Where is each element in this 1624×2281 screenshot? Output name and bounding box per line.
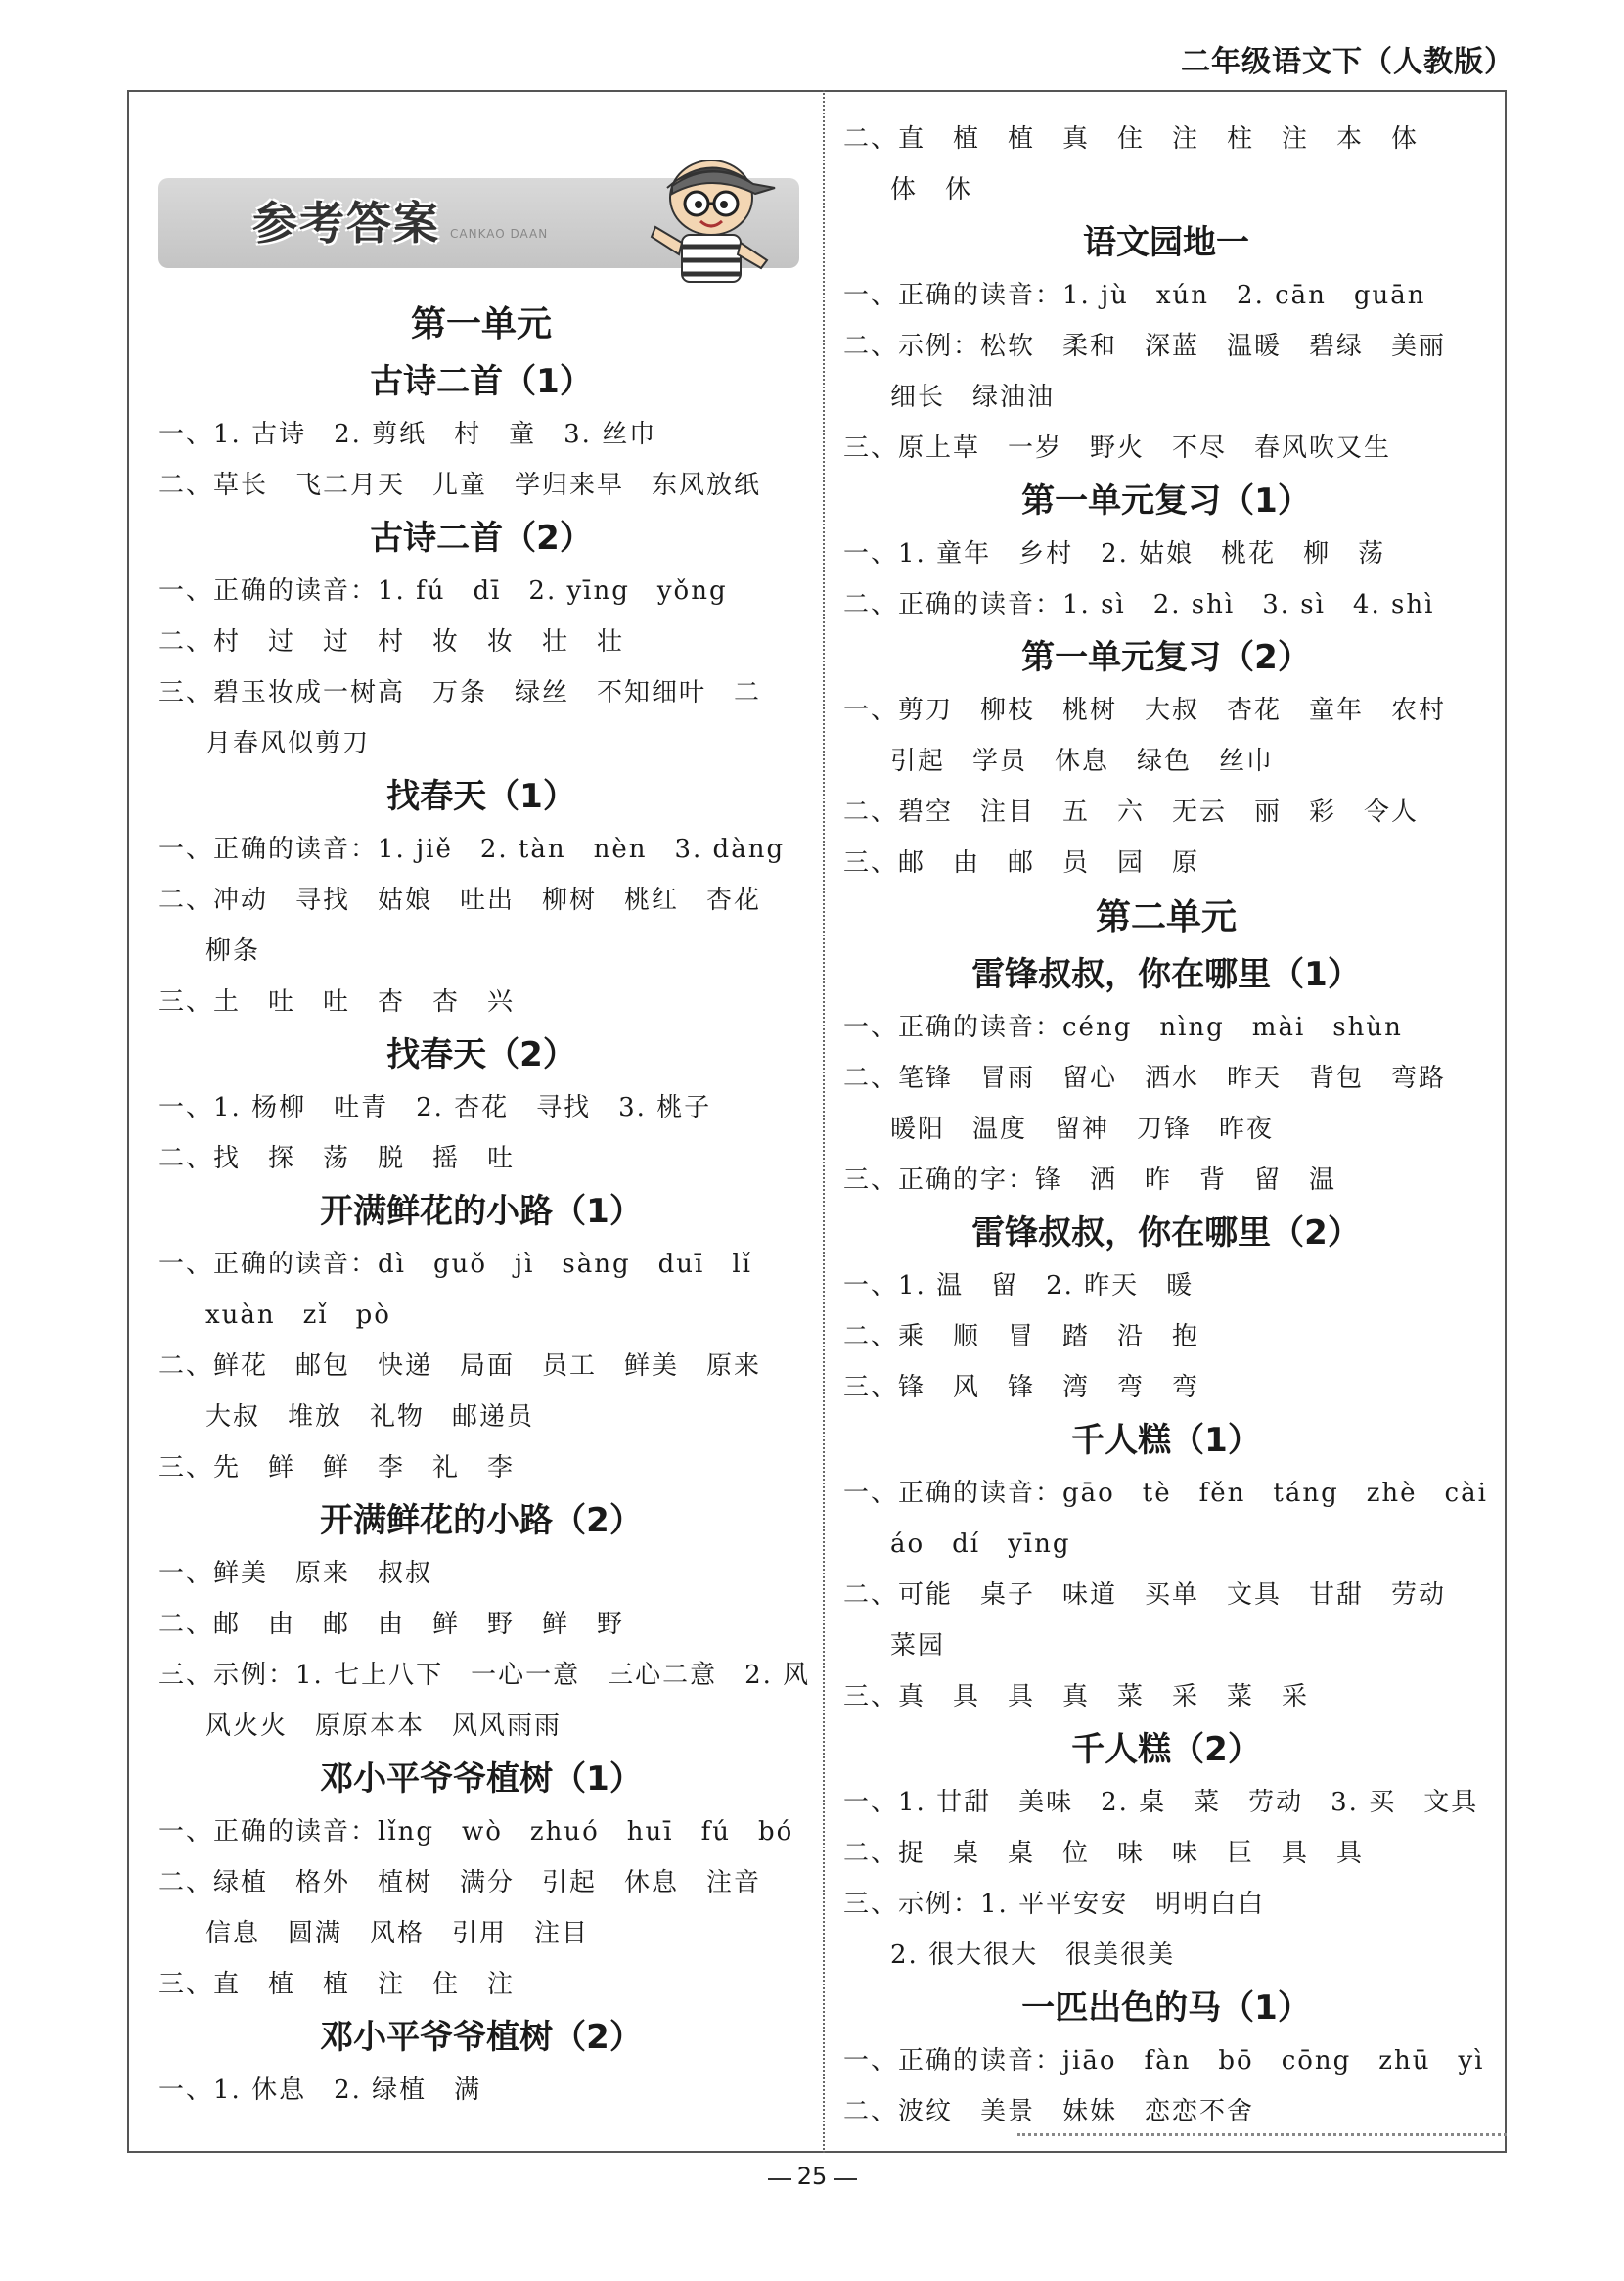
answer-line: 二、乘 顺 冒 踏 沿 抱 <box>843 1322 1200 1351</box>
answer-line: 二、可能 桌子 味道 买单 文具 甘甜 劳动 <box>843 1580 1447 1610</box>
answer-line: 一、正确的读音：1. fú dī 2. yīng yǒng <box>158 576 728 606</box>
banner-subtitle: CANKAO DAAN <box>450 227 549 241</box>
banner-title: 参考答案 <box>252 197 440 250</box>
lesson-title: 开满鲜花的小路（2） <box>320 1501 643 1540</box>
answer-line-continued: 暖阳 温度 留神 刀锋 昨夜 <box>890 1115 1275 1144</box>
answer-line: 三、原上草 一岁 野火 不尽 春风吹又生 <box>843 433 1392 463</box>
answer-line-continued: 体 休 <box>890 175 973 205</box>
answer-line: 二、正确的读音：1. sì 2. shì 3. sì 4. shì <box>843 590 1435 619</box>
answer-line: 三、真 具 具 真 菜 采 菜 采 <box>843 1682 1310 1711</box>
lesson-title: 邓小平爷爷植树（1） <box>320 1759 643 1799</box>
answer-line: 一、正确的读音：1. jiě 2. tàn nèn 3. dàng <box>158 835 786 864</box>
answer-line: 一、正确的读音：gāo tè fěn táng zhè cài <box>843 1479 1488 1508</box>
lesson-title: 千人糕（2） <box>1071 1730 1261 1769</box>
lesson-title: 古诗二首（1） <box>370 362 593 401</box>
answer-line: 二、绿植 格外 植树 满分 引起 休息 注音 <box>158 1868 762 1897</box>
answer-line: 三、先 鲜 鲜 李 礼 李 <box>158 1453 516 1483</box>
lesson-title: 开满鲜花的小路（1） <box>320 1192 643 1231</box>
answer-line: 二、冲动 寻找 姑娘 吐出 柳树 桃红 杏花 <box>158 886 762 915</box>
answer-line: 三、示例：1. 平平安安 明明白白 <box>843 1890 1266 1919</box>
answer-line: 一、正确的读音：jiāo fàn bō cōng zhū yì <box>843 2046 1485 2076</box>
lesson-title: 邓小平爷爷植树（2） <box>320 2018 643 2057</box>
page-number: 25 <box>796 2163 828 2190</box>
footer-dash-right <box>834 2178 857 2180</box>
footer-dotted-rule <box>1017 2133 1507 2136</box>
left-answer-list <box>158 296 811 2116</box>
lesson-title: 找春天（2） <box>386 1035 576 1074</box>
lesson-title: 一匹出色的马（1） <box>1021 1988 1311 2028</box>
answer-line: 一、正确的读音：céng nìng mài shùn <box>843 1013 1403 1042</box>
right-column <box>843 90 1489 2137</box>
answer-line: 一、正确的读音：lǐng wò zhuó huī fú bó <box>158 1817 794 1847</box>
answer-line: 一、1. 古诗 2. 剪纸 村 童 3. 丝巾 <box>158 420 657 449</box>
answer-line-continued: áo dí yīng <box>890 1529 1071 1559</box>
answer-line-continued: 月春风似剪刀 <box>205 729 371 758</box>
answer-line: 一、1. 甘甜 美味 2. 桌 菜 劳动 3. 买 文具 <box>843 1788 1479 1817</box>
answer-line: 三、示例：1. 七上八下 一心一意 三心二意 2. 风 <box>158 1661 811 1690</box>
answer-line: 三、直 植 植 注 住 注 <box>158 1970 516 1999</box>
answer-line: 一、1. 杨柳 吐青 2. 杏花 寻找 3. 桃子 <box>158 1093 712 1122</box>
answer-line-continued: 引起 学员 休息 绿色 丝巾 <box>890 747 1275 776</box>
answer-line-continued: 柳条 <box>205 936 261 966</box>
lesson-title: 雷锋叔叔，你在哪里（1） <box>971 955 1361 994</box>
unit-title: 第一单元 <box>410 304 552 344</box>
answer-line: 三、锋 风 锋 湾 弯 弯 <box>843 1373 1200 1402</box>
answer-line: 二、邮 由 邮 由 鲜 野 鲜 野 <box>158 1610 625 1639</box>
answer-line: 二、直 植 植 真 住 注 柱 注 本 体 <box>843 124 1420 154</box>
answer-line-continued: 细长 绿油油 <box>890 383 1056 412</box>
answer-line: 一、1. 休息 2. 绿植 满 <box>158 2076 482 2105</box>
lesson-title: 第一单元复习（1） <box>1021 481 1311 521</box>
lesson-title: 雷锋叔叔，你在哪里（2） <box>971 1213 1361 1253</box>
answer-line: 一、剪刀 柳枝 桃树 大叔 杏花 童年 农村 <box>843 696 1447 725</box>
unit-title: 第二单元 <box>1095 897 1237 937</box>
answer-line: 三、邮 由 邮 员 园 原 <box>843 848 1200 878</box>
grade-header: 二年级语文下（人教版） <box>1181 45 1514 79</box>
answer-line: 三、正确的字：锋 洒 昨 背 留 温 <box>843 1165 1337 1195</box>
right-answer-list <box>843 114 1489 2137</box>
answer-line: 三、土 吐 吐 杏 杏 兴 <box>158 987 516 1017</box>
answer-line-continued: xuàn zǐ pò <box>205 1300 391 1330</box>
answer-line: 二、碧空 注目 五 六 无云 丽 彩 令人 <box>843 798 1420 827</box>
answer-line: 二、示例：松软 柔和 深蓝 温暖 碧绿 美丽 <box>843 332 1447 361</box>
lesson-title: 千人糕（1） <box>1071 1421 1261 1460</box>
answer-line: 一、正确的读音：dì guǒ jì sàng duī lǐ <box>158 1250 752 1279</box>
answer-line-continued: 信息 圆满 风格 引用 注目 <box>205 1919 590 1948</box>
answer-line: 一、鲜美 原来 叔叔 <box>158 1559 433 1588</box>
left-column <box>158 90 811 2116</box>
cartoon-boy-icon <box>628 159 794 286</box>
answer-line: 二、笔锋 冒雨 留心 洒水 昨天 背包 弯路 <box>843 1064 1447 1093</box>
answer-line: 二、草长 飞二月天 儿童 学归来早 东风放纸 <box>158 471 762 500</box>
answer-line: 一、1. 童年 乡村 2. 姑娘 桃花 柳 荡 <box>843 539 1386 569</box>
answer-line-continued: 2. 很大很大 很美很美 <box>890 1940 1176 1970</box>
lesson-title: 古诗二首（2） <box>370 519 593 558</box>
answer-line-continued: 大叔 堆放 礼物 邮递员 <box>205 1402 535 1432</box>
answer-line-continued: 风火火 原原本本 风风雨雨 <box>205 1711 563 1741</box>
answer-line: 二、鲜花 邮包 快递 局面 员工 鲜美 原来 <box>158 1351 762 1381</box>
answer-line: 二、找 探 荡 脱 摇 吐 <box>158 1144 516 1173</box>
answer-line: 二、村 过 过 村 妆 妆 壮 壮 <box>158 627 625 657</box>
lesson-title: 第一单元复习（2） <box>1021 638 1311 677</box>
lesson-title: 语文园地一 <box>1083 223 1249 262</box>
answer-banner <box>158 159 804 286</box>
answer-line: 三、碧玉妆成一树高 万条 绿丝 不知细叶 二 <box>158 678 762 707</box>
lesson-title: 找春天（1） <box>386 777 576 816</box>
column-divider <box>823 90 825 2153</box>
answer-line: 二、捉 桌 桌 位 味 味 巨 具 具 <box>843 1839 1365 1868</box>
answer-line: 一、1. 温 留 2. 昨天 暖 <box>843 1271 1195 1300</box>
answer-line: 一、正确的读音：1. jù xún 2. cān guān <box>843 281 1426 310</box>
answer-line-continued: 菜园 <box>890 1631 946 1661</box>
answer-line: 二、波纹 美景 妹妹 恋恋不舍 <box>843 2097 1255 2126</box>
